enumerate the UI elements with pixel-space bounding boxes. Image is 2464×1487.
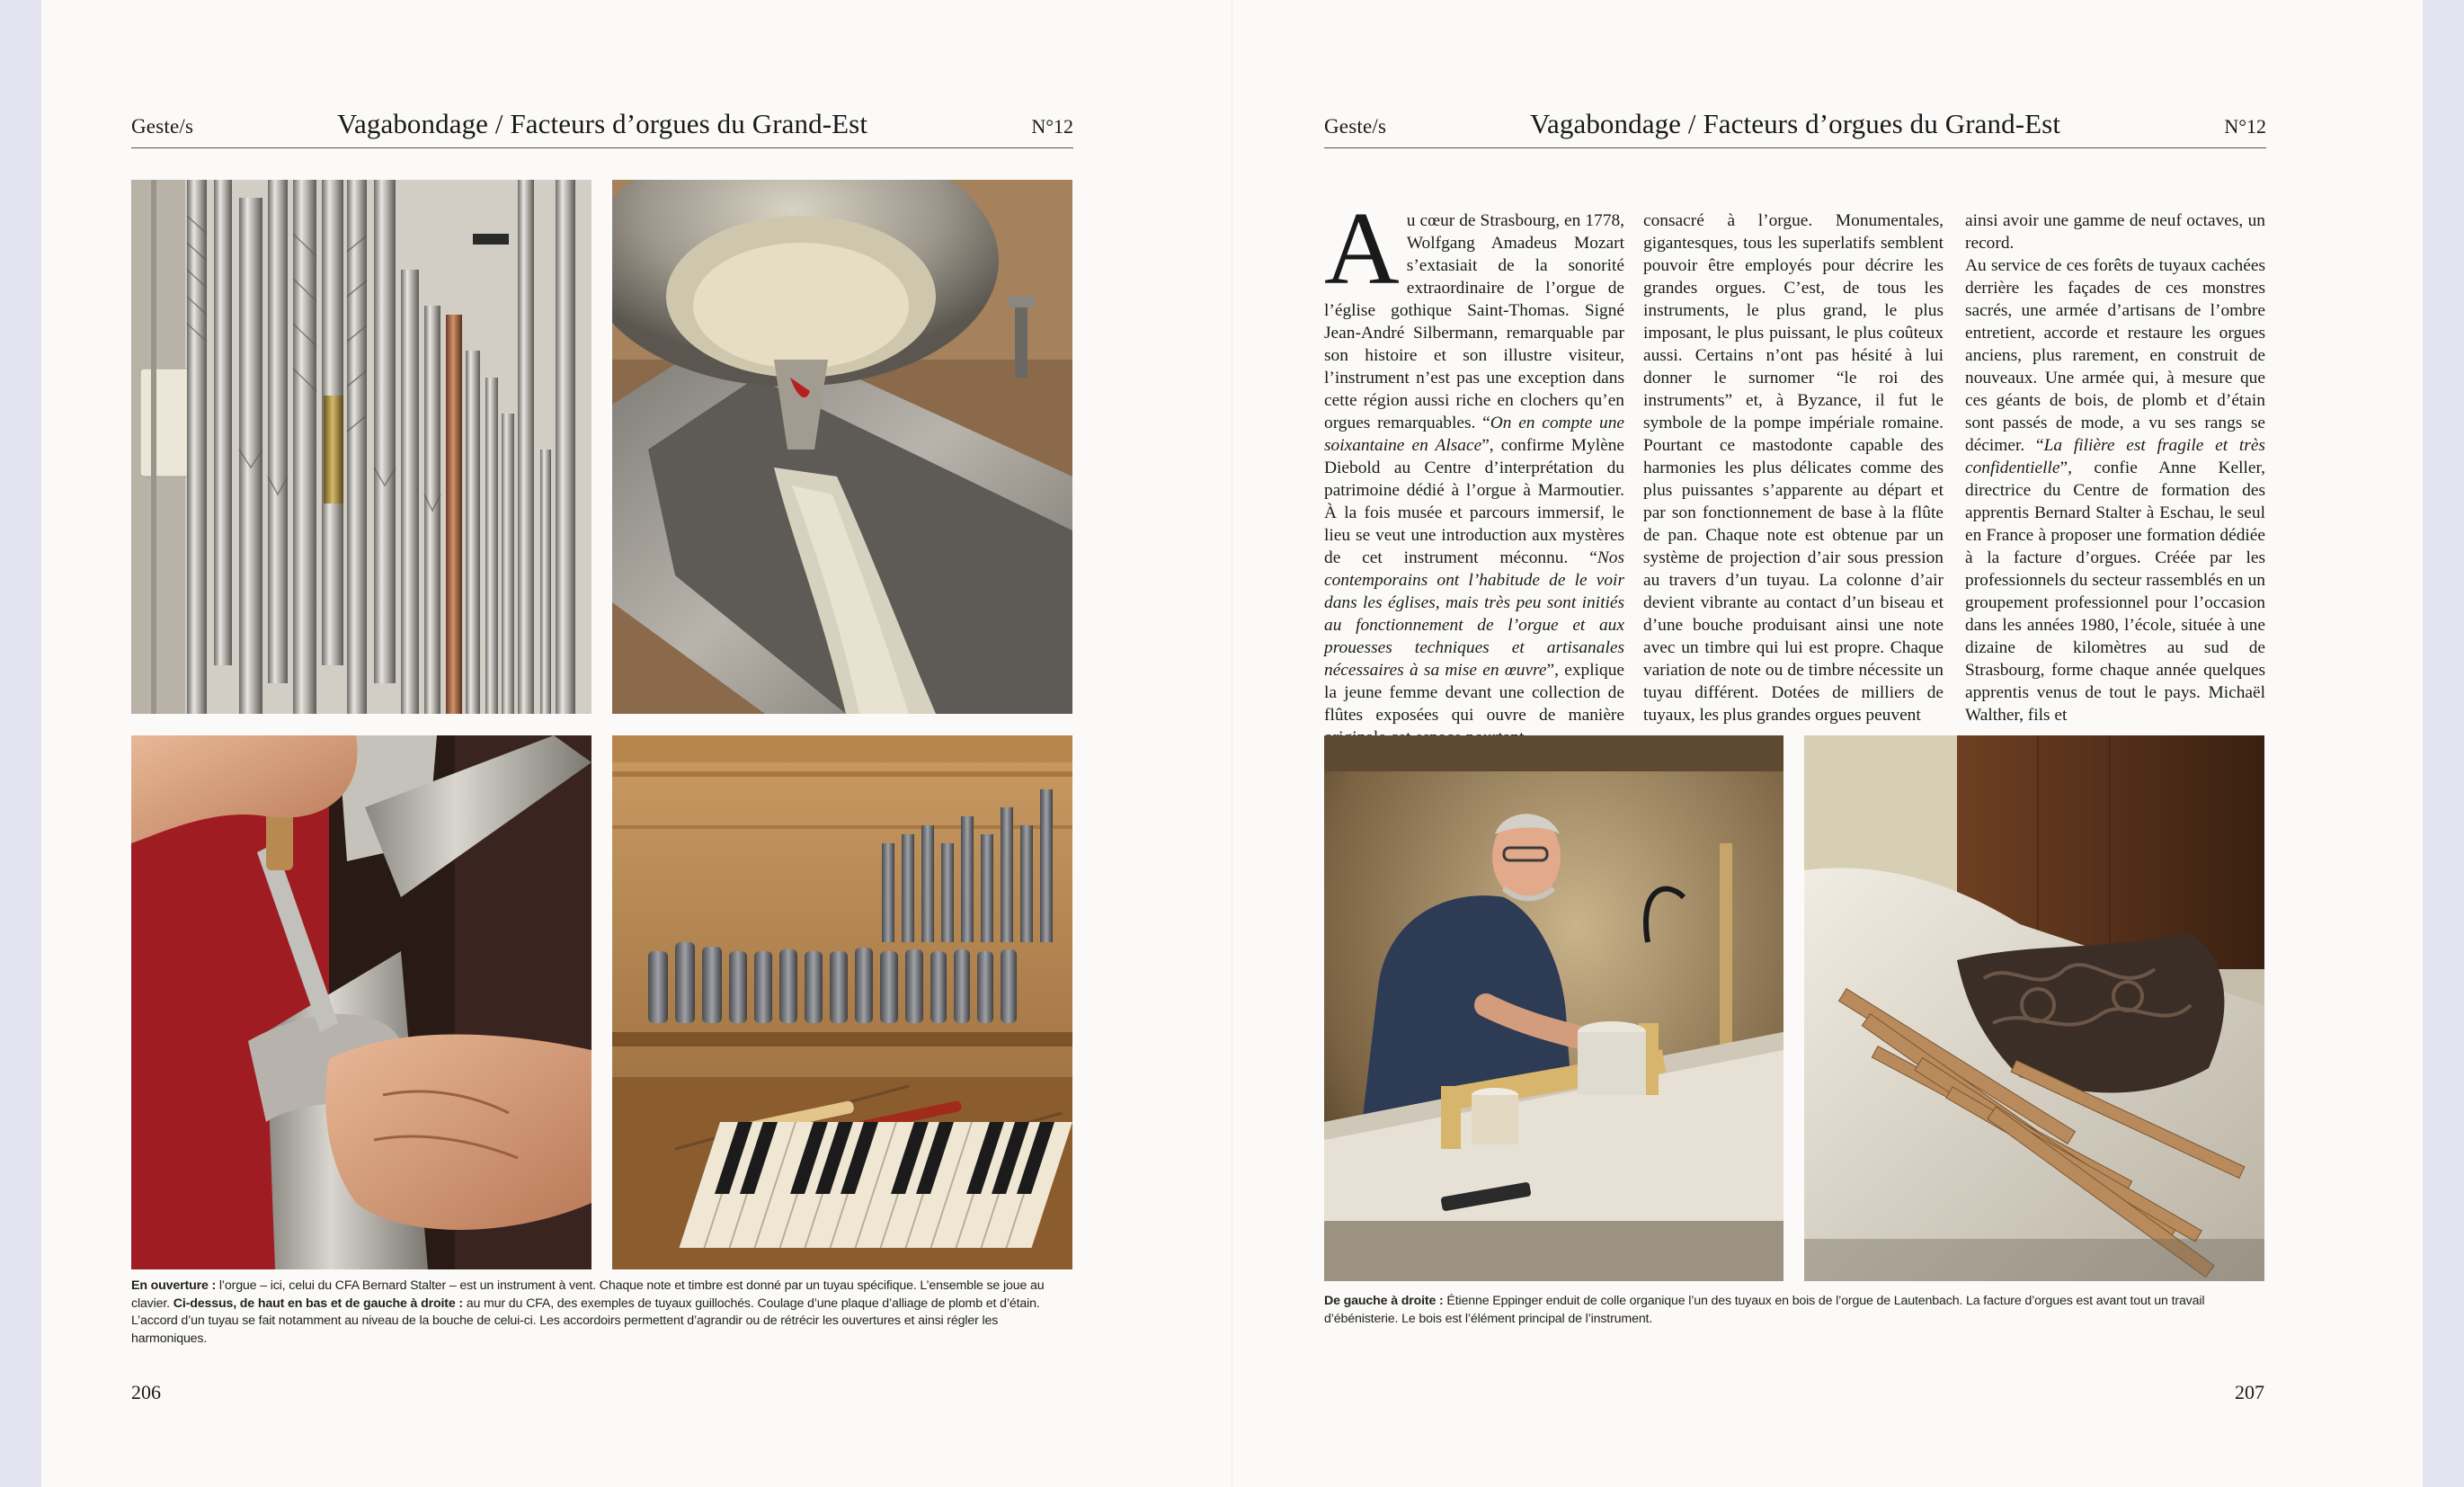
quote-text: On en compte une soixantaine en Alsace (1324, 414, 1624, 455)
caption-lead: Ci-dessus, de haut en bas et de gauche à droite : (173, 1296, 463, 1311)
magazine-spread (41, 0, 2423, 1487)
page-title: Vagabondage / Facteurs d’orgues du Grand-Est (336, 108, 868, 139)
caption-lead: En ouverture : (131, 1278, 217, 1293)
photo-workshop-artisan (1324, 735, 1784, 1281)
issue-number: N°12 (2224, 115, 2266, 138)
photo-carved-wood (1804, 735, 2264, 1281)
body-text: ”, confirme Mylène Diebold au Centre d’interprétation du patrimoine dédié à l’orgue à Marmoutier. À la fois musée et parcours immersif, le lieu se veut une introduction aux mystères de cet instrument méconnu. “ (1324, 436, 1625, 567)
right-photo-caption (1324, 1293, 2264, 1328)
body-text: Au service de ces forêts de tuyaux cachées derrière les façades de ces monstres sacrés, une armée d’artisans de l’ombre entretient, accorde et restaure les orgues anciens, plus rarement, en construit de nouveaux. Une armée qui, à mesure que ces géants de bois, de plomb et d’étain sont passés de mode, a vu ses rangs se décimer. “ (1965, 256, 2265, 455)
page-number: 206 (131, 1381, 161, 1403)
page-header (1324, 108, 2266, 148)
body-text: ”, explique la jeune femme devant une collection de flûtes exposées qui ouvre de manière (1324, 661, 1624, 725)
article-column-3 (1965, 209, 2265, 726)
section-label: Geste/s (131, 115, 194, 138)
photo-pipes-wall (131, 180, 592, 714)
left-photo-caption (131, 1278, 1073, 1348)
body-text: consacré à l’orgue. Monumentales, gigantesques, tous les superlatifs semblent pouvoir être employés pour décrire les grandes orgues. C’est, de tous les instruments, le plus grand, le plus imposant, le plus puissant, le plus coûteux aussi. Certains n’ont pas hésité à lui donner le surnomer “le roi des instruments” et, à Byzance, il fut le symbole de la pompe impériale romaine. Pourtant ce mastodonte capable des harmonies les plus délicates comme des plus puissantes s’apparente au départ et par son fonctionnement de base à la flûte de pan. Chaque note est obtenue par un système de projection d’air sous pression au travers d’un tuyau. La colonne d’air devient vibrante au contact d’un biseau et d’une bouche produisant ainsi une note avec un timbre qui lui est propre. Chaque variation de note ou de timbre nécessite un tuyau différent. Dotées de milliers de tuyaux, les plus grandes orgues peuvent (1643, 211, 1944, 725)
photo-organ-keyboard (612, 735, 1072, 1269)
quote-text: Nos contemporains ont l’habitude de le voir dans les églises, mais très peu sont initiés au fonctionnement de l’orgue et aux prouesses techniques et artisanales nécessaires à sa mise en œuvre (1324, 548, 1624, 680)
caption-lead: De gauche à droite : (1324, 1294, 1444, 1308)
caption-text: au mur du CFA, des exemples de tuyaux guillochés. Coulage d’une plaque d’alliage de plomb et d’étain. L’accord d’un tuyau se fait notamment au niveau de la bouche de celui-ci. Les accordoirs permettent d’agrandir ou de rétrécir les ouvertures et ainsi régler les harmoniques. (131, 1296, 1040, 1346)
body-text: ”, confie Anne Keller, directrice du Centre de formation des apprentis Bernard Stalter à Eschau, le seul en France à proposer une formation dédiée à la facture d’orgues. Créée par les professionnels du secteur rassemblés en un groupement professionnel pour l’occasion dans les années 1980, l’école, située à une dizaine de kilomètres au sud de Strasbourg, forme chaque année quelques apprentis venus de tout le pays. Michaël Walther, fils et (1965, 459, 2265, 725)
caption-text: Étienne Eppinger enduit de colle organique l’un des tuyaux en bois de l’orgue de Lautenbach. La facture d’orgues est avant tout un travail d’ébénisterie. Le bois est l’élément principal de l’instrument. (1324, 1294, 2205, 1326)
photo-tuning-pipe (131, 735, 592, 1269)
body-text: ainsi avoir une gamme de neuf octaves, un record. (1965, 211, 2265, 253)
article-column-1 (1324, 191, 1625, 749)
page-title: Vagabondage / Facteurs d’orgues du Grand-Est (1529, 108, 2061, 139)
left-page (41, 0, 1232, 1487)
page-number: 207 (2235, 1381, 2264, 1403)
right-page (1232, 0, 2423, 1487)
issue-number: N°12 (1031, 115, 1073, 138)
photo-casting-alloy (612, 180, 1072, 714)
body-text: u cœur de Strasbourg, en 1778, Wolfgang Amadeus Mozart s’extasiait de la sonorité extraordinaire de l’orgue de l’église gothique Saint-Thomas. Signé Jean-André Silbermann, remarquable par son histoire et son illustre visiteur, l’instrument n’est pas une exception dans cette région aussi riche en clochers qu’en orgues remarquables. “ (1324, 211, 1624, 432)
drop-cap: A (1324, 191, 1400, 307)
caption-text: l’orgue – ici, celui du CFA Bernard Stalter – est un instrument à vent. Chaque note et timbre est donné par un tuyau spécifique. L’ensemble se joue au clavier. (131, 1278, 1045, 1311)
article-column-2 (1643, 209, 1944, 726)
section-label: Geste/s (1324, 115, 1387, 138)
quote-text: La filière est fragile et très confidentielle (1965, 436, 2265, 477)
page-header (131, 108, 1073, 148)
